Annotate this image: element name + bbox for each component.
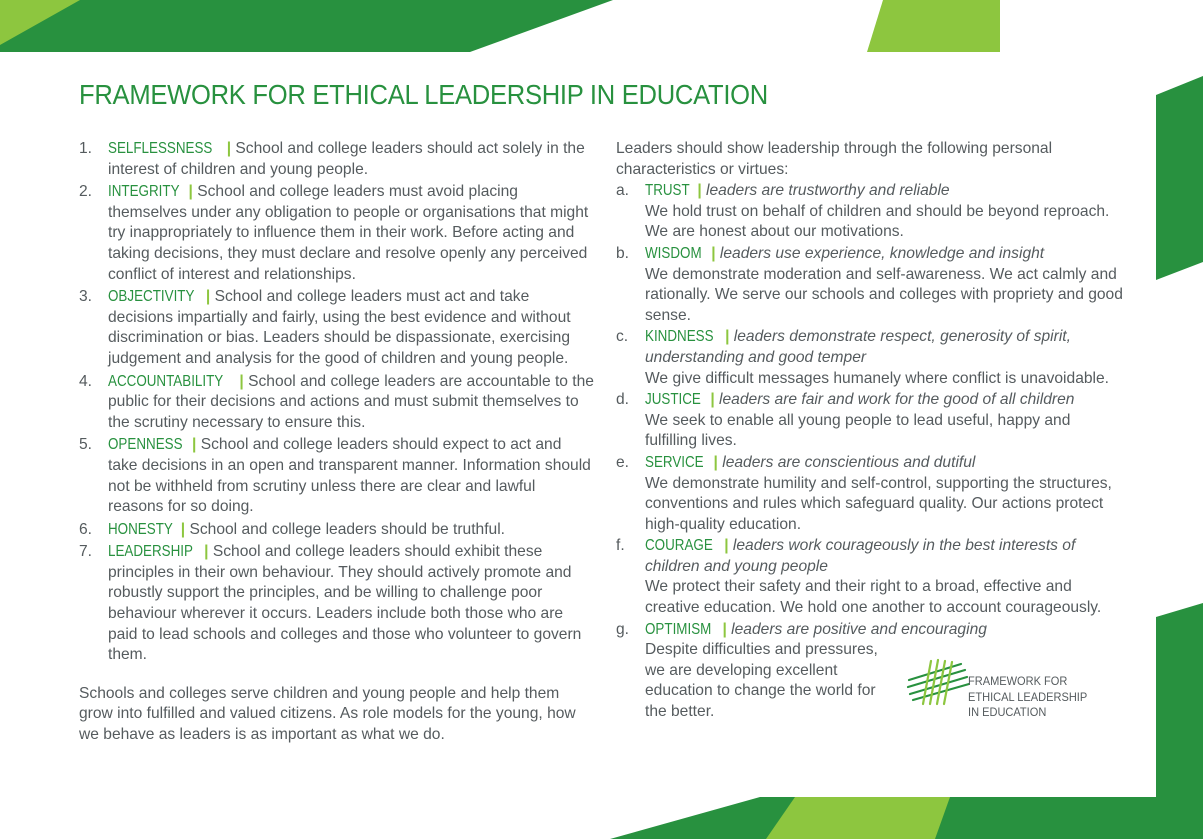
virtue-letter: a. xyxy=(616,182,630,200)
principle-text: School and college leaders must act and take decisions impartially and fairly, using the best evidence and without discrimination or bias. Leaders should be dispassionate, exercising judgement and analysis for the good of children and young people. xyxy=(108,288,571,367)
virtues-intro: Leaders should show leadership through the following personal characteristics or virtues: xyxy=(616,140,1053,178)
separator-bar: | xyxy=(239,372,244,390)
virtue-item xyxy=(616,181,1126,243)
top-left-band xyxy=(0,0,613,52)
framework-logo-icon xyxy=(905,658,971,706)
virtue-text: We hold trust on behalf of children and should be beyond reproach. We are honest about our motivations. xyxy=(645,202,1110,241)
separator-bar: | xyxy=(725,328,730,346)
principle-item xyxy=(79,542,594,666)
principle-text: School and college leaders should be truthful. xyxy=(189,520,506,538)
separator-bar: | xyxy=(192,436,197,454)
principle-number: 7. xyxy=(79,543,93,561)
top-right-lime-band xyxy=(867,0,1000,52)
principle-term: INTEGRITY xyxy=(108,183,180,201)
virtue-item xyxy=(616,390,1126,452)
separator-bar: | xyxy=(697,182,702,200)
virtue-item xyxy=(616,244,1126,326)
principles-column xyxy=(79,139,594,746)
separator-bar: | xyxy=(722,620,727,638)
principle-text: School and college leaders should expect to act and take decisions in an open and transparent manner. Information should not be withheld from scrutiny unless there are clear and lawful reasons for so doing. xyxy=(108,436,591,516)
virtue-letter: b. xyxy=(616,244,630,262)
principle-term: OPENNESS xyxy=(108,436,183,454)
virtue-tagline: leaders are conscientious and dutiful xyxy=(722,453,976,471)
principle-term: HONESTY xyxy=(108,520,173,538)
closing-statement: Schools and colleges serve children and young people and help them grow into fulfilled and valued citizens. As role models for the young, how we behave as leaders is as important as what we do. xyxy=(79,684,576,744)
virtues-column xyxy=(616,139,1126,724)
logo-line-1: FRAMEWORK FOR xyxy=(968,674,1068,688)
virtue-text: We demonstrate moderation and self-awareness. We act calmly and rationally. We serve our schools and colleges with propriety and good sense. xyxy=(645,265,1123,324)
logo-line-3: IN EDUCATION xyxy=(968,705,1047,719)
virtue-heading xyxy=(645,244,1126,265)
separator-bar: | xyxy=(226,140,232,157)
principle-term: LEADERSHIP xyxy=(108,543,193,561)
separator-bar: | xyxy=(711,244,716,262)
logo-line-2: ETHICAL LEADERSHIP xyxy=(968,689,1088,704)
principle-item xyxy=(79,139,594,180)
virtue-term: JUSTICE xyxy=(645,391,701,409)
principle-number: 1. xyxy=(79,140,93,157)
virtue-heading xyxy=(645,327,1126,368)
virtue-tagline: leaders work courageously in the best interests of children and young people xyxy=(645,537,1076,575)
separator-bar: | xyxy=(724,537,729,555)
virtue-tagline: leaders are fair and work for the good of all children xyxy=(719,391,1075,409)
virtue-term: OPTIMISM xyxy=(645,620,712,638)
separator-bar: | xyxy=(188,183,193,201)
virtue-letter: f. xyxy=(616,537,625,555)
logo-wordmark xyxy=(968,674,1087,721)
principle-item xyxy=(79,372,594,434)
principle-text: School and college leaders must avoid placing themselves under any obligation to people or organisations that might try inappropriately to influence them in their work. Before acting and taking decisions, they must declare and resolve openly any perceived conflict of interest and relationships. xyxy=(108,183,589,283)
bottom-lime-band xyxy=(766,797,950,839)
virtue-item xyxy=(616,453,1126,535)
principle-number: 6. xyxy=(79,520,93,538)
separator-bar: | xyxy=(713,453,718,471)
principle-term: ACCOUNTABILITY xyxy=(108,372,224,390)
principle-term: OBJECTIVITY xyxy=(108,288,195,306)
virtue-term: SERVICE xyxy=(645,453,704,471)
principle-number: 3. xyxy=(79,288,93,306)
virtue-heading xyxy=(645,453,1126,474)
virtues-list xyxy=(616,181,1126,722)
principle-number: 4. xyxy=(79,372,93,390)
separator-bar: | xyxy=(180,520,186,538)
virtue-letter: e. xyxy=(616,453,630,471)
separator-bar: | xyxy=(204,543,209,561)
virtue-tagline: leaders use experience, knowledge and insight xyxy=(719,244,1045,262)
virtue-heading xyxy=(645,620,1126,641)
principle-number: 5. xyxy=(79,436,93,454)
principle-text: School and college leaders should exhibit these principles in their own behaviour. They should actively promote and robustly support the principles, and be willing to challenge poor behaviour wherever it occurs. Leaders include both those who are paid to lead schools and colleges and those who volunteer to govern them. xyxy=(108,543,582,664)
page-title: FRAMEWORK FOR ETHICAL LEADERSHIP IN EDUCATION xyxy=(79,79,768,110)
virtue-text: We seek to enable all young people to lead useful, happy and fulfilling lives. xyxy=(645,411,1071,450)
virtue-term: KINDNESS xyxy=(645,328,714,346)
virtue-tagline: leaders are positive and encouraging xyxy=(731,620,987,638)
right-upper-band xyxy=(1156,76,1203,280)
virtue-term: TRUST xyxy=(645,182,690,200)
virtue-item xyxy=(616,536,1126,618)
principle-item xyxy=(79,520,594,541)
virtue-text: We demonstrate humility and self-control, supporting the structures, conventions and rules which safeguard quality. Our actions protect high-quality education. xyxy=(645,474,1112,533)
virtue-text: We give difficult messages humanely where conflict is unavoidable. xyxy=(645,369,1110,387)
principle-text: School and college leaders should act solely in the interest of children and young people. xyxy=(108,140,585,178)
virtue-heading xyxy=(645,536,1126,577)
principle-item xyxy=(79,287,594,369)
separator-bar: | xyxy=(205,288,211,306)
virtue-term: WISDOM xyxy=(645,244,702,262)
virtue-letter: d. xyxy=(616,391,630,409)
virtue-term: COURAGE xyxy=(645,537,713,555)
virtue-letter: g. xyxy=(616,620,630,638)
virtue-text: We protect their safety and their right to a broad, effective and creative education. We hold one another to account courageously. xyxy=(645,578,1102,617)
virtue-letter: c. xyxy=(616,328,629,346)
principle-item xyxy=(79,435,594,517)
principles-list xyxy=(79,139,594,666)
right-lower-band xyxy=(1156,603,1203,839)
virtue-tagline: leaders demonstrate respect, generosity of spirit, understanding and good temper xyxy=(645,328,1071,366)
virtue-item xyxy=(616,327,1126,389)
principle-item xyxy=(79,182,594,285)
virtue-tagline: leaders are trustworthy and reliable xyxy=(706,182,950,200)
separator-bar: | xyxy=(710,391,715,409)
principle-number: 2. xyxy=(79,183,93,201)
principle-text: School and college leaders are accountable to the public for their decisions and actions and must submit themselves to the scrutiny necessary to ensure this. xyxy=(108,372,594,431)
principle-term: SELFLESSNESS xyxy=(108,140,213,157)
virtue-text: Despite difficulties and pressures, we are developing excellent education to change the world for the better. xyxy=(645,641,878,721)
virtue-heading xyxy=(645,390,1126,411)
virtue-heading xyxy=(645,181,1126,202)
